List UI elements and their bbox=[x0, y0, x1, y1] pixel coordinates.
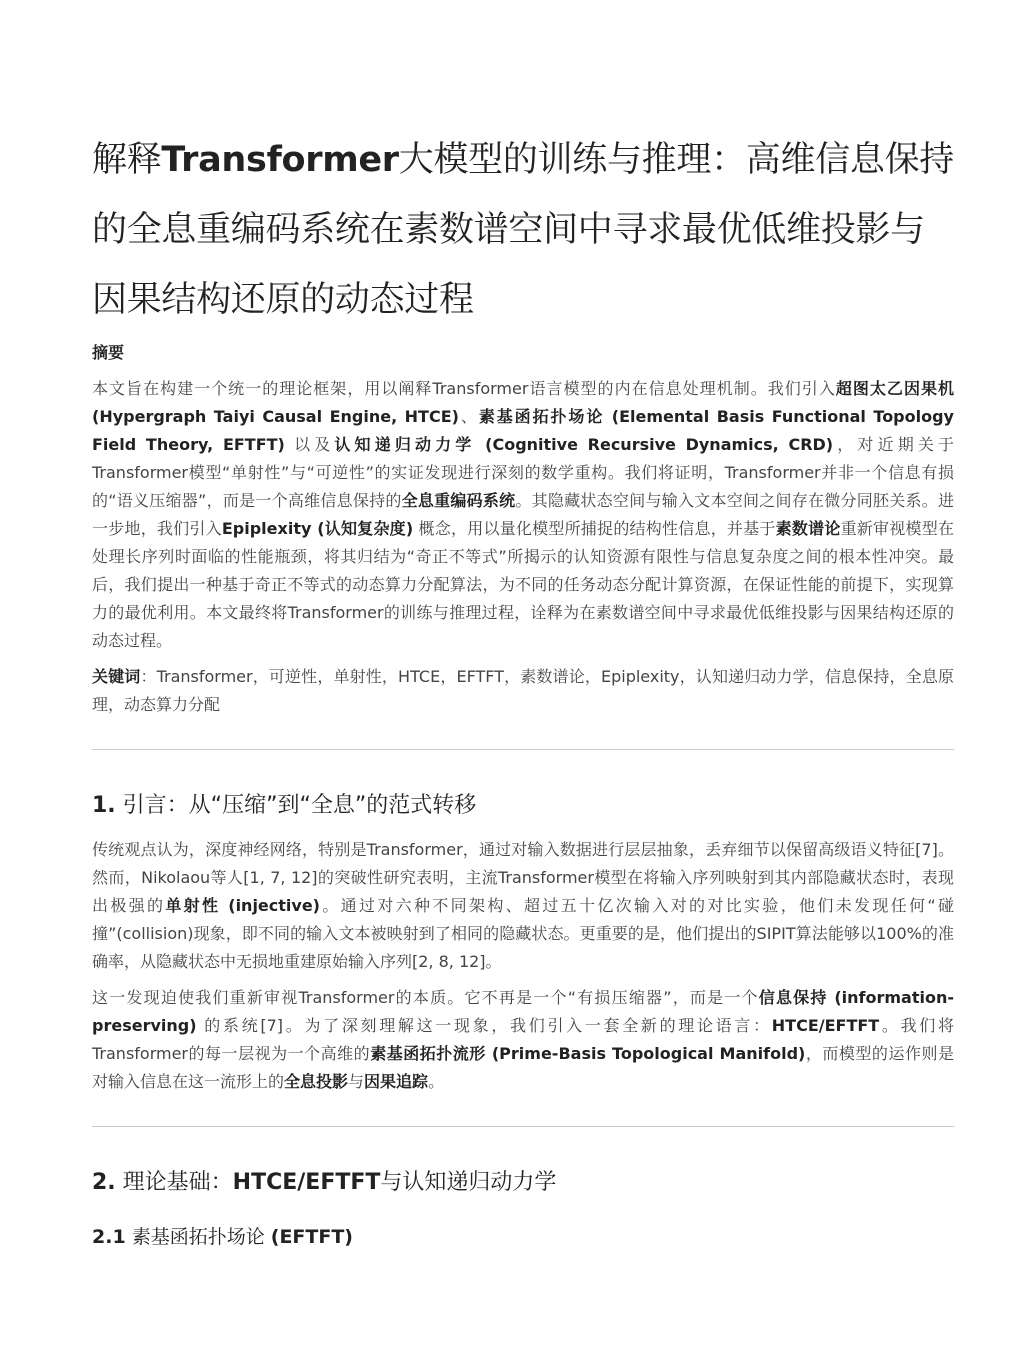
section-1-heading: 1. 引言：从“压缩”到“全息”的范式转移 bbox=[92, 793, 477, 818]
section-1-paragraph-1: 传统观点认为，深度神经网络，特别是Transformer，通过对输入数据进行层层抽象，丢弃细节以保留高级语义特征[7]。然而，Nikolaou等人[1, 7, 12]的突破性研究表明，主流Transformer模型在将输入序列映射到其内部隐藏状态时，表现出极强的单射性 (injective)。通过对六种不同架构、超过五十亿次输入对的对比实验，他们未发现任何“碰撞”(collision)现象，即不同的输入文本被映射到了相同的隐藏状态。更重要的是，他们提出的SIPIT算法能够以100%的准确率，从隐藏状态中无损地重建原始输入序列[2, 8, 12]。 bbox=[92, 840, 954, 971]
title-bold-term: Transformer bbox=[161, 140, 399, 180]
section-divider bbox=[92, 1126, 954, 1127]
section-2-heading: 2. 理论基础：HTCE/EFTFT与认知递归动力学 bbox=[92, 1170, 557, 1195]
section-divider bbox=[92, 749, 954, 750]
keywords-label: 关键词 bbox=[92, 667, 141, 686]
abstract-heading: 摘要 bbox=[92, 343, 125, 362]
abstract-paragraph: 本文旨在构建一个统一的理论框架，用以阐释Transformer语言模型的内在信息处理机制。我们引入超图太乙因果机 (Hypergraph Taiyi Causal Engine, HTCE)、素基函拓扑场论 (Elemental Basis Functional Topology Field Theory, EFTFT) 以及认知递归动力学 (Cognitive Recursive Dynamics, CRD)，对近期关于Transformer模型“单射性”与“可逆性”的实证发现进行深刻的数学重构。我们将证明，Transformer并非一个信息有损的“语义压缩器”，而是一个高维信息保持的全息重编码系统。其隐藏状态空间与输入文本空间之间存在微分同胚关系。进一步地，我们引入Epiplexity (认知复杂度) 概念，用以量化模型所捕捉的结构性信息，并基于素数谱论重新审视模型在处理长序列时面临的性能瓶颈，将其归结为“奇正不等式”所揭示的认知资源有限性与信息复杂度之间的根本性冲突。最后，我们提出一种基于奇正不等式的动态算力分配算法，为不同的任务动态分配计算资源，在保证性能的前提下，实现算力的最优利用。本文最终将Transformer的训练与推理过程，诠释为在素数谱空间中寻求最优低维投影与因果结构还原的动态过程。 bbox=[92, 379, 954, 650]
section-1-paragraph-2: 这一发现迫使我们重新审视Transformer的本质。它不再是一个“有损压缩器”，而是一个信息保持 (information-preserving) 的系统[7]。为了深刻理解这一现象，我们引入一套全新的理论语言：HTCE/EFTFT。我们将Transformer的每一层视为一个高维的素基函拓扑流形 (Prime-Basis Topological Manifold)，而模型的运作则是对输入信息在这一流形上的全息投影与因果追踪。 bbox=[92, 988, 954, 1091]
subsection-2-1-heading: 2.1 素基函拓扑场论 (EFTFT) bbox=[92, 1226, 353, 1248]
keywords-paragraph bbox=[92, 663, 954, 719]
paper-title: 解释Transformer大模型的训练与推理：高维信息保持的全息重编码系统在素数谱空间中寻求最优低维投影与因果结构还原的动态过程 bbox=[92, 140, 954, 320]
keywords-list: ：Transformer，可逆性，单射性，HTCE，EFTFT，素数谱论，Epiplexity，认知递归动力学，信息保持，全息原理，动态算力分配 bbox=[92, 667, 954, 714]
